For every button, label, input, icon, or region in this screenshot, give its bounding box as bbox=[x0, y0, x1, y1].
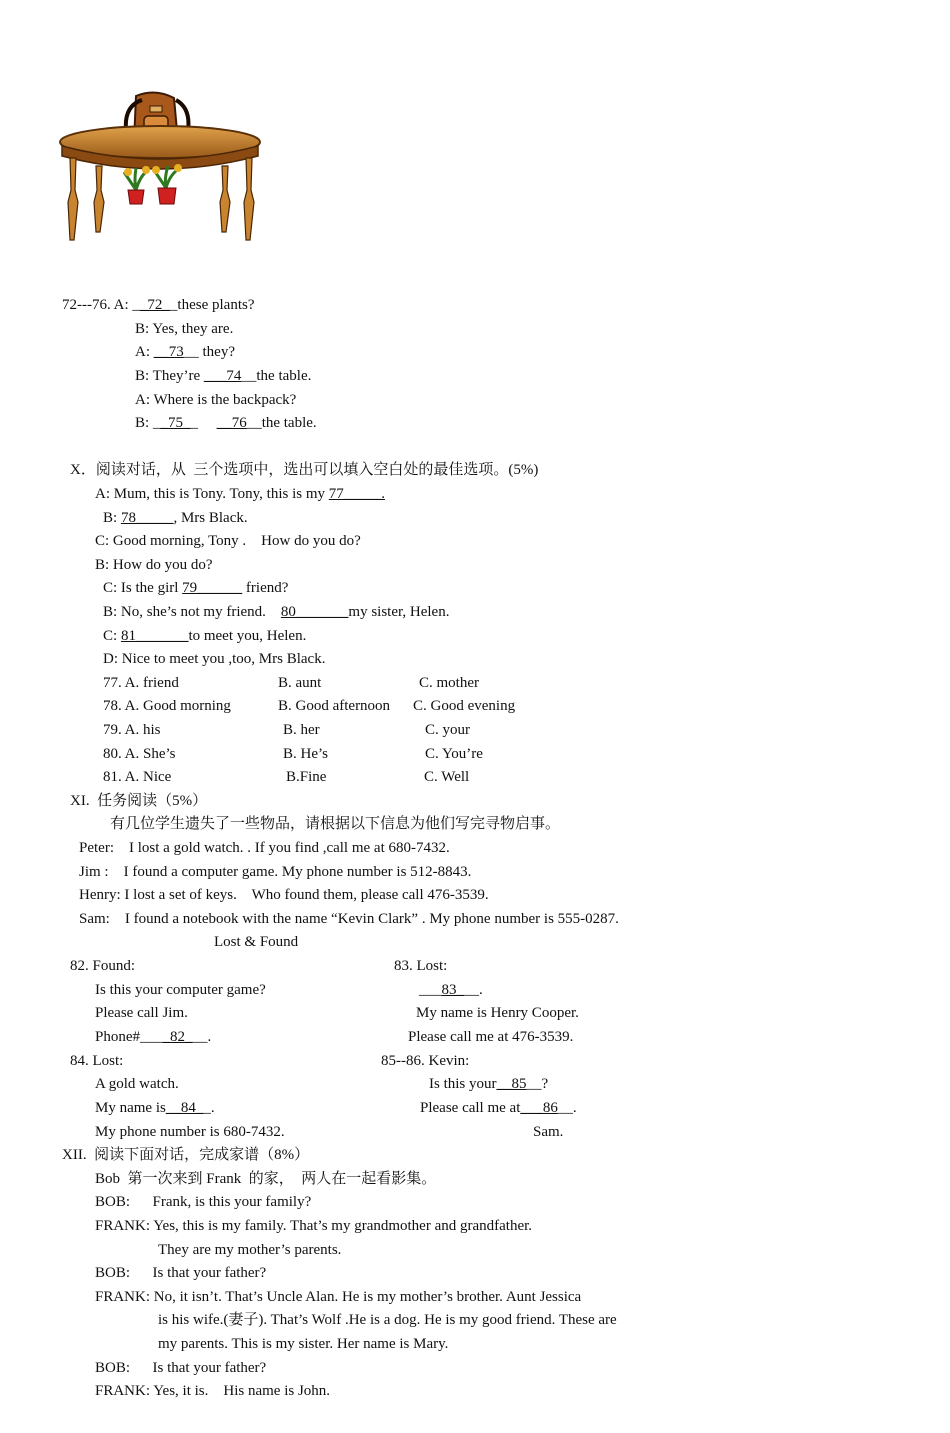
section-12-title: XII. 阅读下面对话，完成家谱（8%） bbox=[62, 1147, 310, 1163]
notice-85-line: Sam. bbox=[533, 1124, 564, 1140]
notice-84-line: My phone number is 680-7432. bbox=[95, 1124, 285, 1140]
option-79-b: B. her bbox=[283, 722, 320, 738]
dialog-72-line-6: B: __75__ __76__the table. bbox=[135, 415, 317, 431]
notice-82-title: 82. Found: bbox=[70, 958, 136, 974]
option-77-a: 77. A. friend bbox=[103, 675, 179, 691]
option-80-c: C. You’re bbox=[425, 746, 483, 762]
table-with-backpack-and-plants-icon bbox=[58, 90, 262, 242]
notice-82-line: Is this your computer game? bbox=[95, 982, 266, 998]
info-henry: Henry: I lost a set of keys. Who found them, please call 476-3539. bbox=[79, 887, 489, 903]
section-12-dialog-line: BOB: Is that your father? bbox=[95, 1265, 267, 1281]
option-81-c: C. Well bbox=[424, 769, 470, 785]
section-12-dialog-line: my parents. This is my sister. Her name is Mary. bbox=[158, 1336, 449, 1352]
section-12-dialog-line: is his wife.(妻子). That’s Wolf .He is a dog. He is my good friend. These are bbox=[158, 1312, 617, 1328]
option-81-b: B.Fine bbox=[286, 769, 327, 785]
section-12-dialog-line: FRANK: Yes, it is. His name is John. bbox=[95, 1383, 331, 1399]
info-jim: Jim : I found a computer game. My phone number is 512-8843. bbox=[79, 864, 472, 880]
option-80-b: B. He’s bbox=[283, 746, 328, 762]
dialog-72-line-4: B: They’re ___74__the table. bbox=[135, 368, 312, 384]
lost-found-heading: Lost & Found bbox=[214, 934, 299, 950]
dialog-72-line-3: A: __73__ they? bbox=[135, 344, 235, 360]
option-79-c: C. your bbox=[425, 722, 470, 738]
notice-84-line: My name is__84__. bbox=[95, 1100, 215, 1116]
section-11-intro: 有几位学生遗失了一些物品，请根据以下信息为他们写完寻物启事。 bbox=[110, 816, 561, 832]
dialog-72-line-5: A: Where is the backpack? bbox=[135, 392, 297, 408]
option-78-b: B. Good afternoon bbox=[278, 698, 391, 714]
option-80-a: 80. A. She’s bbox=[103, 746, 176, 762]
section-12-dialog-line: BOB: Is that your father? bbox=[95, 1360, 267, 1376]
section-12-dialog-line: BOB: Frank, is this your family? bbox=[95, 1194, 312, 1210]
notice-84-line: A gold watch. bbox=[95, 1076, 179, 1092]
notice-85-line: Please call me at___86__. bbox=[420, 1100, 577, 1116]
section-10-dialog-line: B: How do you do? bbox=[95, 557, 213, 573]
section-12-intro: Bob 第一次来到 Frank 的家， 两人在一起看影集。 bbox=[95, 1171, 437, 1187]
option-79-a: 79. A. his bbox=[103, 722, 161, 738]
option-78-a: 78. A. Good morning bbox=[103, 698, 231, 714]
notice-85-title: 85--86. Kevin: bbox=[381, 1053, 470, 1069]
section-10-dialog-line: B: No, she’s not my friend. 80_______my sister, Helen. bbox=[103, 604, 450, 620]
option-77-b: B. aunt bbox=[278, 675, 322, 691]
notice-83-line: Please call me at 476-3539. bbox=[408, 1029, 574, 1045]
section-10-title: X．阅读对话，从 三个选项中，选出可以填入空白处的最佳选项。(5%) bbox=[70, 462, 539, 478]
section-12-dialog-line: FRANK: No, it isn’t. That’s Uncle Alan. He is my mother’s brother. Aunt Jessica bbox=[95, 1289, 582, 1305]
section-12-dialog-line: They are my mother’s parents. bbox=[158, 1242, 342, 1258]
option-81-a: 81. A. Nice bbox=[103, 769, 172, 785]
section-10-dialog-line: D: Nice to meet you ,too, Mrs Black. bbox=[103, 651, 326, 667]
notice-83-line: My name is Henry Cooper. bbox=[416, 1005, 579, 1021]
section-10-dialog-line: C: 81_______to meet you, Helen. bbox=[103, 628, 307, 644]
section-12-dialog-line: FRANK: Yes, this is my family. That’s my grandmother and grandfather. bbox=[95, 1218, 533, 1234]
notice-85-line: Is this your__85__? bbox=[429, 1076, 549, 1092]
notice-82-line: Phone#____82___. bbox=[95, 1029, 212, 1045]
section-10-dialog-line: B: 78_____, Mrs Black. bbox=[103, 510, 248, 526]
notice-82-line: Please call Jim. bbox=[95, 1005, 188, 1021]
section-11-title: XI. 任务阅读（5%） bbox=[70, 793, 208, 809]
notice-83-line: ___83___. bbox=[419, 982, 483, 998]
dialog-72-line-1: 72---76. A: __72__these plants? bbox=[62, 297, 255, 313]
section-10-dialog-line: C: Is the girl 79______ friend? bbox=[103, 580, 289, 596]
option-77-c: C. mother bbox=[419, 675, 479, 691]
notice-83-title: 83. Lost: bbox=[394, 958, 448, 974]
section-10-dialog-line: A: Mum, this is Tony. Tony, this is my 77_____. bbox=[95, 486, 386, 502]
info-peter: Peter: I lost a gold watch. . If you find ,call me at 680-7432. bbox=[79, 840, 450, 856]
section-10-dialog-line: C: Good morning, Tony . How do you do? bbox=[95, 533, 361, 549]
info-sam: Sam: I found a notebook with the name “Kevin Clark” . My phone number is 555-0287. bbox=[79, 911, 619, 927]
dialog-72-line-2: B: Yes, they are. bbox=[135, 321, 234, 337]
notice-84-title: 84. Lost: bbox=[70, 1053, 124, 1069]
option-78-c: C. Good evening bbox=[413, 698, 516, 714]
